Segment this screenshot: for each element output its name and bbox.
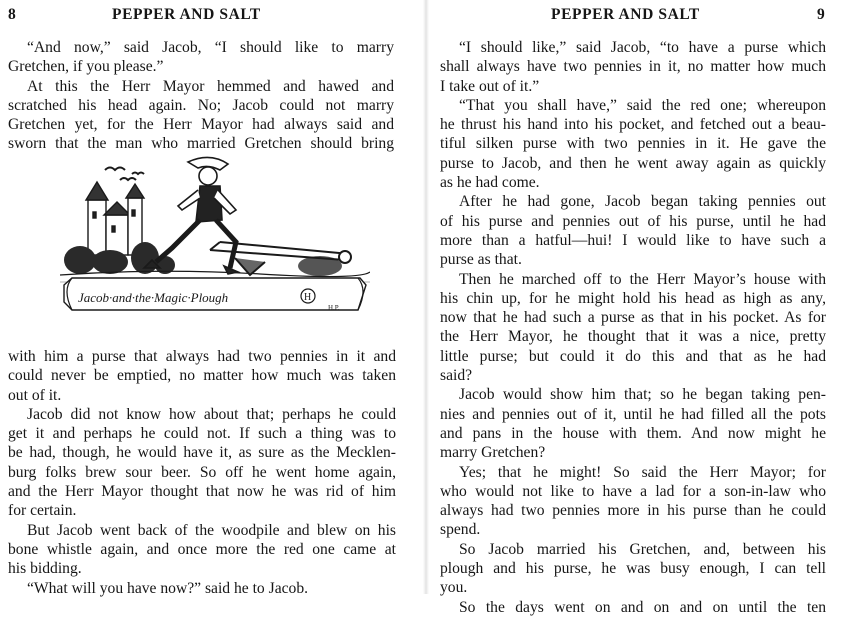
text-line: So Jacob married his Gretchen, and, between his bbox=[459, 540, 826, 558]
text-line: said? bbox=[440, 367, 473, 385]
text-block-bottom bbox=[8, 347, 396, 598]
text-block-top bbox=[8, 38, 394, 154]
illustration-monogram: H bbox=[304, 292, 312, 303]
page-number: 8 bbox=[8, 6, 16, 23]
text-line: could never be emptied, no matter how much was taken bbox=[8, 367, 396, 385]
text-line: “And now,” said Jacob, “I should like to marry bbox=[27, 39, 394, 56]
text-line: as he had come. bbox=[440, 174, 540, 192]
text-line: plough and his purse, he was busy enough, I can tell bbox=[440, 560, 826, 578]
text-line: I take out of it.” bbox=[440, 77, 540, 95]
birds-icon bbox=[105, 168, 144, 181]
text-line: Then he marched off to the Herr Mayor’s house with bbox=[459, 270, 826, 288]
text-line: be had, though, he would have it, as sure as the Mecklen- bbox=[8, 444, 396, 462]
text-line: purse to Jacob, and then he went away again as quickly bbox=[440, 154, 826, 172]
castle-icon bbox=[86, 182, 144, 255]
text-line: Yes; that he might! So said the Herr Mayor; for bbox=[459, 463, 826, 481]
text-block bbox=[440, 38, 826, 617]
text-line: After he had gone, Jacob began taking pennies out bbox=[459, 193, 826, 211]
text-line: sworn that the man who married Gretchen should bring bbox=[8, 135, 394, 153]
text-line: more than a hatful—hui! I would like to have such a bbox=[440, 231, 826, 249]
text-line: who would not like to have a lad for a son-in-law who bbox=[440, 482, 826, 500]
text-line: of his purse and pennies out of his purse, until he had bbox=[440, 212, 826, 230]
text-line: scratched his head again. No; Jacob could not marry bbox=[8, 96, 394, 114]
text-line: you. bbox=[440, 579, 468, 597]
running-head: PEPPER AND SALT bbox=[112, 6, 261, 23]
text-line: spend. bbox=[440, 521, 481, 539]
text-line: “What will you have now?” said he to Jacob. bbox=[27, 579, 309, 597]
text-line: his bidding. bbox=[8, 560, 82, 578]
illustration-jacob-plough bbox=[60, 150, 370, 345]
text-line: burg folks brew sour beer. So off he went home again, bbox=[8, 463, 396, 481]
text-line: But Jacob went back of the woodpile and blew on his bbox=[27, 521, 396, 539]
illustration-caption: Jacob·and·the·Magic·Plough bbox=[78, 290, 229, 305]
text-line: shall always have two pennies in it, no matter how much bbox=[440, 58, 826, 76]
text-line: So the days went on and on and on until the ten bbox=[459, 598, 826, 616]
text-line: he thrust his hand into his pocket, and fetched out a beau- bbox=[440, 116, 826, 134]
caption-banner bbox=[64, 278, 366, 312]
text-line: with him a purse that always had two pennies in it and bbox=[8, 348, 396, 365]
text-line: now that he had such a purse as that in his pocket. As for bbox=[440, 309, 826, 327]
text-line: “That you shall have,” said the red one; whereupon bbox=[459, 96, 826, 114]
text-line: little purse; but could it do this and that as he had bbox=[440, 347, 826, 365]
running-head: PEPPER AND SALT bbox=[551, 6, 700, 23]
text-line: Gretchen yet, for the Herr Mayor had always said and bbox=[8, 116, 394, 134]
text-line: out of it. bbox=[8, 386, 62, 404]
text-line: and pans in the house with them. And now might he bbox=[440, 424, 826, 442]
text-line: Jacob did not know how about that; perhaps he could bbox=[27, 405, 396, 423]
text-line: tiful silken purse with two pennies in it. He gave the bbox=[440, 135, 826, 153]
text-line: purse as that. bbox=[440, 251, 522, 269]
text-line: Gretchen, if you please.” bbox=[8, 58, 164, 76]
text-line: the Herr Mayor, he thought that it was a nice, pretty bbox=[440, 328, 826, 346]
text-line: Jacob would show him that; so he began taking pen- bbox=[459, 386, 826, 404]
text-line: nies and pennies out of it, until he had filled all the pots bbox=[440, 405, 826, 423]
text-line: At this the Herr Mayor hemmed and hawed and bbox=[27, 77, 394, 95]
text-line: marry Gretchen? bbox=[440, 444, 546, 462]
text-line: get it and perhaps he could not. If such a thing was to bbox=[8, 425, 396, 443]
text-line: bone whistle again, and once more the red one came at bbox=[8, 540, 396, 558]
page-number: 9 bbox=[817, 6, 825, 23]
artist-initials: H.P. bbox=[328, 304, 340, 312]
text-line: for certain. bbox=[8, 502, 77, 520]
right-page bbox=[426, 0, 851, 616]
text-line: his chin up, for he might hold his head as high as any, bbox=[440, 289, 826, 307]
text-line: always had two pennies more in his purse than he could bbox=[440, 502, 826, 520]
text-line: “I should like,” said Jacob, “to have a purse which bbox=[459, 39, 826, 56]
left-page bbox=[0, 0, 425, 597]
text-line: and the Herr Mayor thought that now he was rid of him bbox=[8, 483, 396, 501]
